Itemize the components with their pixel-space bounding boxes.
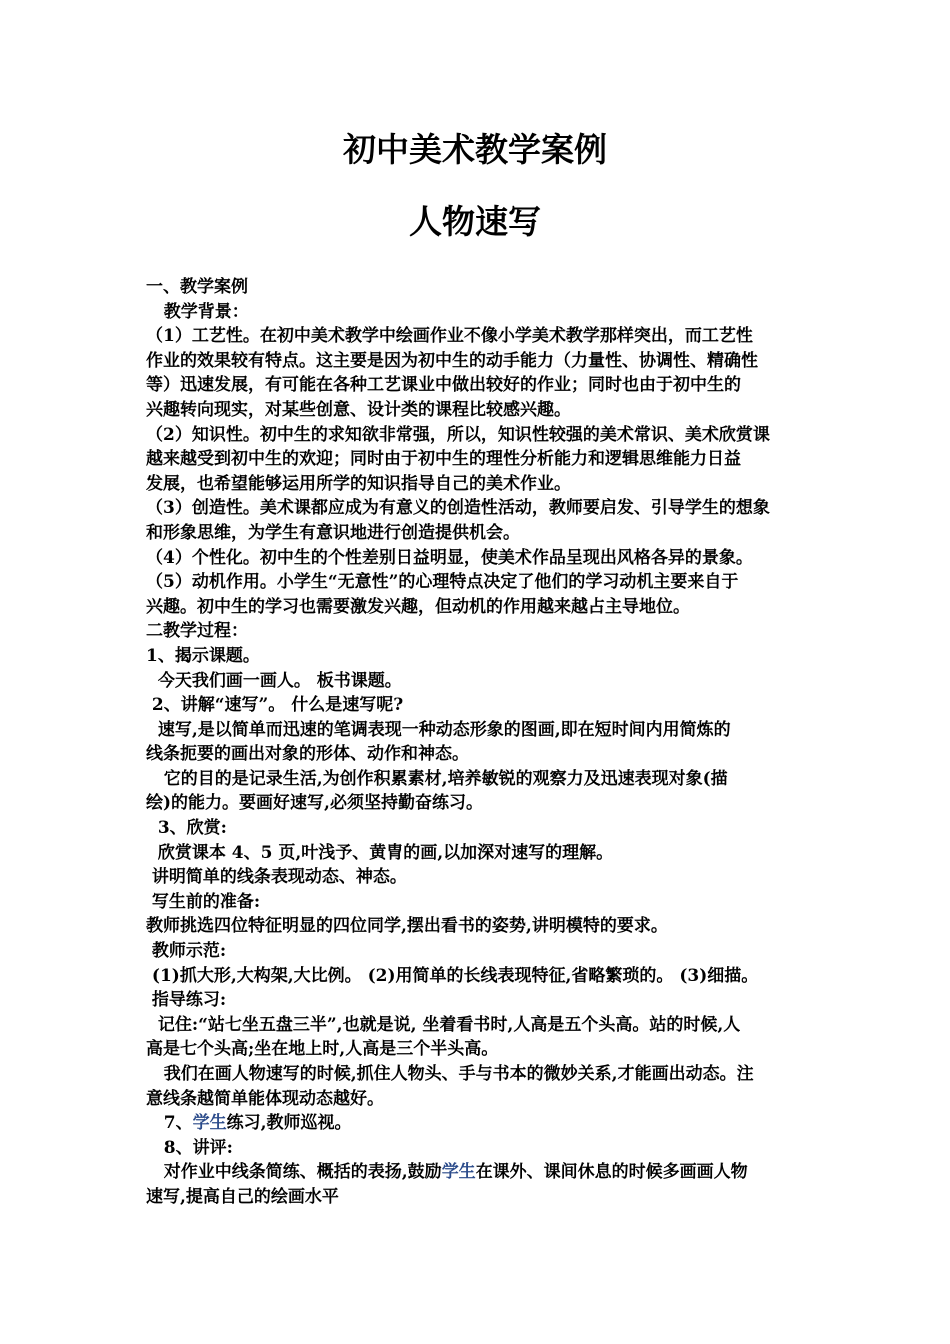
text-line: 欣赏课本 4、5 页,叶浅予、黄胄的画,以加深对速写的理解。 (146, 842, 614, 863)
text-line: 讲明简单的线条表现动态、神态。 (146, 867, 407, 888)
text-line: 等）迅速发展，有可能在各种工艺课业中做出较好的作业；同时也由于初中生的 (146, 375, 741, 396)
text-line: 我们在画人物速写的时候,抓住人物头、手与书本的微妙关系,才能画出动态。注 (146, 1064, 754, 1084)
text-line: 高是七个头高;坐在地上时,人高是三个半头高。 (146, 1039, 499, 1060)
text-line: 二教学过程： (146, 621, 248, 642)
document-title: 初中美术教学案例 (343, 130, 607, 169)
text-line: （4）个性化。初中生的个性差别日益明显，使美术作品呈现出风格各异的景象。 (146, 547, 753, 568)
text-line: 意线条越简单能体现动态越好。 (146, 1088, 384, 1109)
text-line: 3、欣赏: (146, 818, 227, 839)
text-line: （2）知识性。初中生的求知欲非常强，所以，知识性较强的美术常识、美术欣赏课 (146, 424, 770, 445)
text-line: （5）动机作用。小学生“无意性”的心理特点决定了他们的学习动机主要来自于 (146, 572, 739, 593)
text-line: 1、揭示课题。 (146, 645, 260, 666)
text-line: 越来越受到初中生的欢迎；同时由于初中生的理性分析能力和逻辑思维能力日益 (146, 449, 741, 470)
text-line: 2、讲解“速写”。 什么是速写呢? (146, 695, 404, 716)
text-line: 作业的效果较有特点。这主要是因为初中生的动手能力（力量性、协调性、精确性 (146, 350, 758, 371)
text-line: 兴趣。初中生的学习也需要激发兴趣，但动机的作用越来越占主导地位。 (146, 596, 690, 617)
text-segment: 7、 (146, 1113, 193, 1134)
text-line: (1)抓大形,大构架,大比例。 (2)用简单的长线表现特征,省略繁琐的。 (3)细描。 (146, 965, 759, 986)
text-line: （3）创造性。美术课都应成为有意义的创造性活动，教师要启发、引导学生的想象 (146, 498, 770, 519)
text-line: 它的目的是记录生活,为创作积累素材,培养敏锐的观察力及迅速表现对象(描 (146, 768, 728, 789)
text-line: 和形象思维，为学生有意识地进行创造提供机会。 (146, 522, 520, 543)
text-line: 指导练习: (146, 990, 227, 1011)
text-line: （1）工艺性。在初中美术教学中绘画作业不像小学美术教学那样突出，而工艺性 (146, 326, 753, 347)
student-link[interactable]: 学生 (192, 1113, 227, 1134)
text-line: 速写,提高自己的绘画水平 (146, 1186, 339, 1207)
text-line: 教师示范: (146, 941, 227, 962)
text-line: 一、教学案例 (146, 277, 248, 297)
text-line: 绘)的能力。要画好速写,必须坚持勤奋练习。 (146, 793, 483, 814)
text-line (146, 1111, 810, 1136)
text-line: 教师挑选四位特征明显的四位同学,摆出看书的姿势,讲明模特的要求。 (146, 916, 668, 937)
text-line: 记住:“站七坐五盘三半”,也就是说, 坐着看书时,人高是五个头高。站的时候,人 (146, 1014, 741, 1035)
student-link[interactable]: 学生 (441, 1162, 476, 1183)
text-line: 写生前的准备: (146, 891, 261, 912)
text-line: 8、讲评: (146, 1137, 233, 1158)
document-subtitle: 人物速写 (409, 202, 541, 241)
text-line: 今天我们画一画人。 板书课题。 (146, 670, 402, 691)
text-line: 线条扼要的画出对象的形体、动作和神态。 (146, 744, 469, 765)
text-segment: 在课外、课间休息的时候多画画人物 (475, 1162, 748, 1183)
text-line: 兴趣转向现实，对某些创意、设计类的课程比较感兴趣。 (146, 399, 571, 420)
text-segment: 练习,教师巡视。 (226, 1113, 352, 1134)
text-segment: 对作业中线条简练、概括的表扬,鼓励 (146, 1162, 442, 1183)
document-body (146, 275, 810, 1210)
text-line: 教学背景： (146, 301, 249, 322)
text-line (146, 1160, 810, 1185)
text-line: 速写,是以简单而迅速的笔调表现一种动态形象的图画,即在短时间内用简炼的 (146, 719, 731, 740)
text-line: 发展，也希望能够运用所学的知识指导自己的美术作业。 (146, 473, 571, 494)
